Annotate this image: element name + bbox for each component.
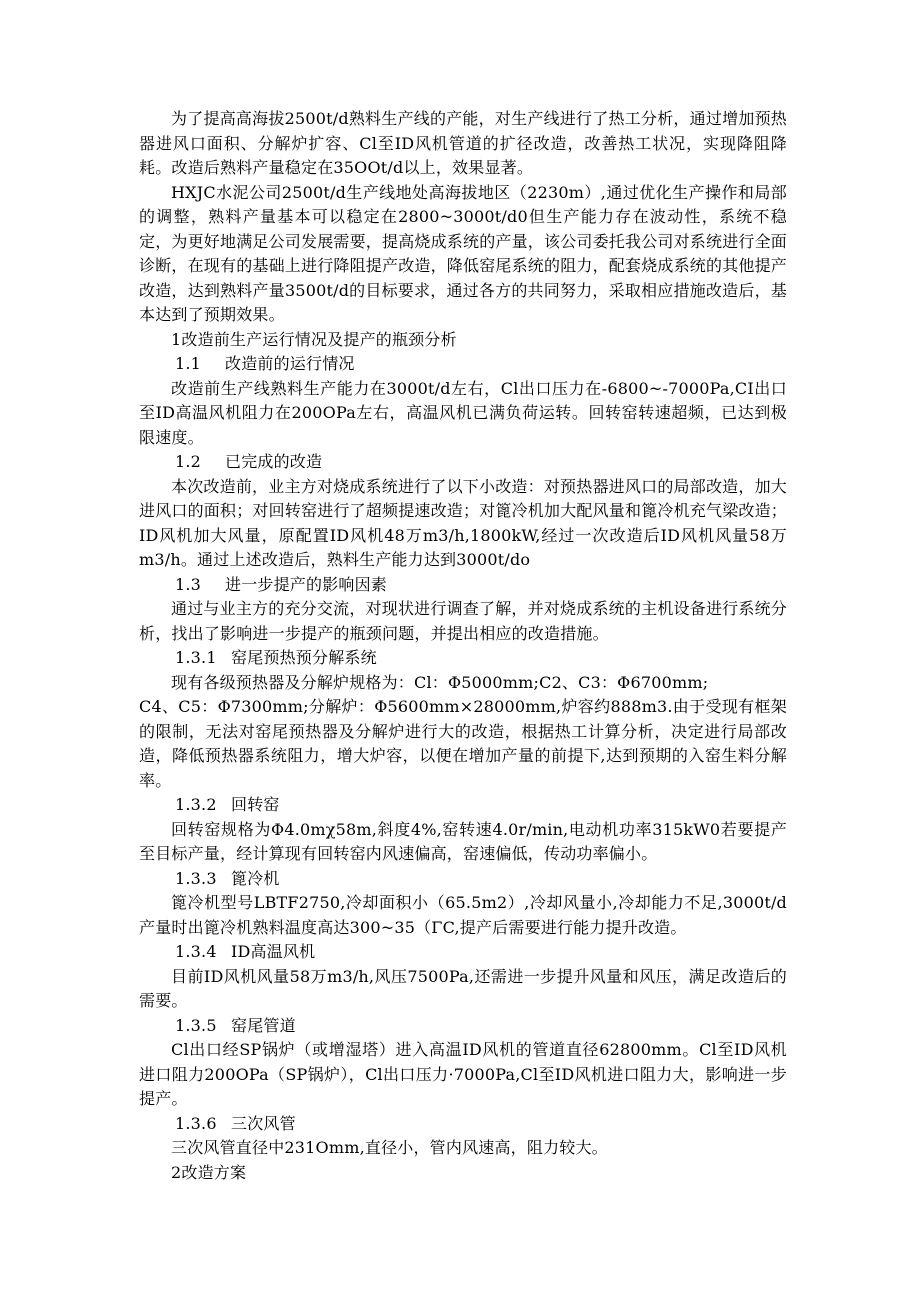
section-1-3-6-paragraph: 三次风管直径中231Omm,直径小，管内风速高，阻力较大。 bbox=[171, 1138, 608, 1157]
section-1-3-2-paragraph: 回转窑规格为Φ4.0mχ58m,斜度4%,窑转速4.0r/min,电动机功率315kW0若要提产至目标产量，经计算现有回转窑内风速偏高，窑速偏低，传动功率偏小。 bbox=[139, 819, 787, 863]
section-1-3-paragraph: 通过与业主方的充分交流，对现状进行调查了解，并对烧成系统的主机设备进行系统分析，找出了影响进一步提产的瓶颈问题，并提出相应的改造措施。 bbox=[139, 599, 787, 643]
section-1-3-heading bbox=[139, 573, 787, 598]
section-1-3-3-heading bbox=[139, 867, 787, 892]
section-number: 1.2 bbox=[175, 452, 202, 471]
section-title: 篦冷机 bbox=[231, 868, 280, 888]
section-1-3-6-heading bbox=[139, 1112, 787, 1137]
section-1-3-4-heading bbox=[139, 940, 787, 965]
section-1-3-3-paragraph: 篦冷机型号LBTF2750,冷却面积小（65.5m2）,冷却风量小,冷却能力不足,3000t/d产量时出篦冷机熟料温度高达300~35（ΓC,提产后需要进行能力提升改造。 bbox=[139, 893, 787, 937]
section-title: 进一步提产的影响因素 bbox=[225, 574, 388, 594]
section-1-1-heading bbox=[139, 352, 787, 377]
section-number: 1.3.3 bbox=[175, 868, 217, 888]
section-number: 1.3.2 bbox=[175, 795, 217, 814]
section-title: 窑尾预热预分解系统 bbox=[231, 648, 377, 667]
section-1-3-5-paragraph: Cl出口经SP锅炉（或增湿塔）进入高温ID风机的管道直径62800mm。Cl至ID风机进口阻力200OPa（SP锅炉），Cl出口压力·7000Pa,Cl至ID风机进口阻力大，影响进一步提产。 bbox=[139, 1040, 787, 1108]
section-number: 1.3.4 bbox=[175, 942, 217, 961]
section-1-1-paragraph: 改造前生产线熟料生产能力在3000t/d左右，Cl出口压力在-6800~-7000Pa,CI出口至ID高温风机阻力在200OPa左右，高温风机已满负荷运转。回转窑转速超频，已达到极限速度。 bbox=[139, 378, 787, 447]
section-title: 已完成的改造 bbox=[225, 452, 323, 471]
document-body bbox=[139, 107, 787, 1185]
section-title: 窑尾管道 bbox=[231, 1015, 296, 1035]
section-title: 三次风管 bbox=[231, 1113, 296, 1133]
section-title: 回转窑 bbox=[231, 795, 280, 814]
section-number: 1.3.6 bbox=[175, 1113, 217, 1133]
section-2-heading: 2改造方案 bbox=[171, 1162, 247, 1182]
section-title: 改造前的运行情况 bbox=[225, 354, 355, 373]
section-1-3-4-paragraph: 目前ID风机风量58万m3∕h,风压7500Pa,还需进一步提升风量和风压，满足改造后的需要。 bbox=[139, 966, 787, 1010]
section-1-3-2-heading bbox=[139, 793, 787, 818]
section-1-3-1-paragraph-b: C4、C5：Φ7300mm;分解炉：Φ5600mm×28000mm,炉容约888m3.由于受现有框架的限制，无法对窑尾预热器及分解炉进行大的改造，根据热工计算分析，决定进行局部改造，降低预热器系统阻力，增大炉容，以便在增加产量的前提下,达到预期的入窑生料分解率。 bbox=[139, 697, 787, 790]
section-1-3-5-heading bbox=[139, 1014, 787, 1039]
section-number: 1.3 bbox=[175, 574, 202, 594]
section-1-3-1-heading bbox=[139, 646, 787, 671]
section-1-heading: 1改造前生产运行情况及提产的瓶颈分析 bbox=[171, 329, 457, 349]
section-1-2-heading bbox=[139, 450, 787, 475]
section-1-3-1-paragraph-a: 现有各级预热器及分解炉规格为：Cl：Φ5000mm;C2、C3：Φ6700mm; bbox=[171, 672, 709, 692]
abstract-paragraph: 为了提高高海拔2500t/d熟料生产线的产能，对生产线进行了热工分析，通过增加预热器进风口面积、分解炉扩容、Cl至ID风机管道的扩径改造，改善热工状况，实现降阻降耗。改造后熟料产量稳定在35OOt/d以上，效果显著。 bbox=[139, 109, 787, 177]
section-1-2-paragraph: 本次改造前，业主方对烧成系统进行了以下小改造：对预热器进风口的局部改造，加大进风口的面积；对回转窑进行了超频提速改造；对篦冷机加大配风量和篦冷机充气梁改造；ID风机加大风量，原配置ID风机48万m3∕h,1800kW,经过一次改造后ID风机风量58万m3/h。通过上述改造后，熟料生产能力达到3000t/do bbox=[139, 476, 788, 569]
section-title: ID高温风机 bbox=[231, 942, 316, 961]
section-number: 1.1 bbox=[175, 354, 202, 373]
section-number: 1.3.5 bbox=[175, 1015, 217, 1035]
intro-paragraph: HXJC水泥公司2500t/d生产线地处高海拔地区（2230m）,通过优化生产操作和局部的调整，熟料产量基本可以稳定在2800~3000t/d0但生产能力存在波动性，系统不稳定，为更好地满足公司发展需要，提高烧成系统的产量，该公司委托我公司对系统进行全面诊断，在现有的基础上进行降阻提产改造，降低窑尾系统的阻力，配套烧成系统的其他提产改造，达到熟料产量3500t/d的目标要求，通过各方的共同努力，采取相应措施改造后，基本达到了预期效果。 bbox=[139, 182, 788, 324]
section-number: 1.3.1 bbox=[175, 648, 217, 667]
